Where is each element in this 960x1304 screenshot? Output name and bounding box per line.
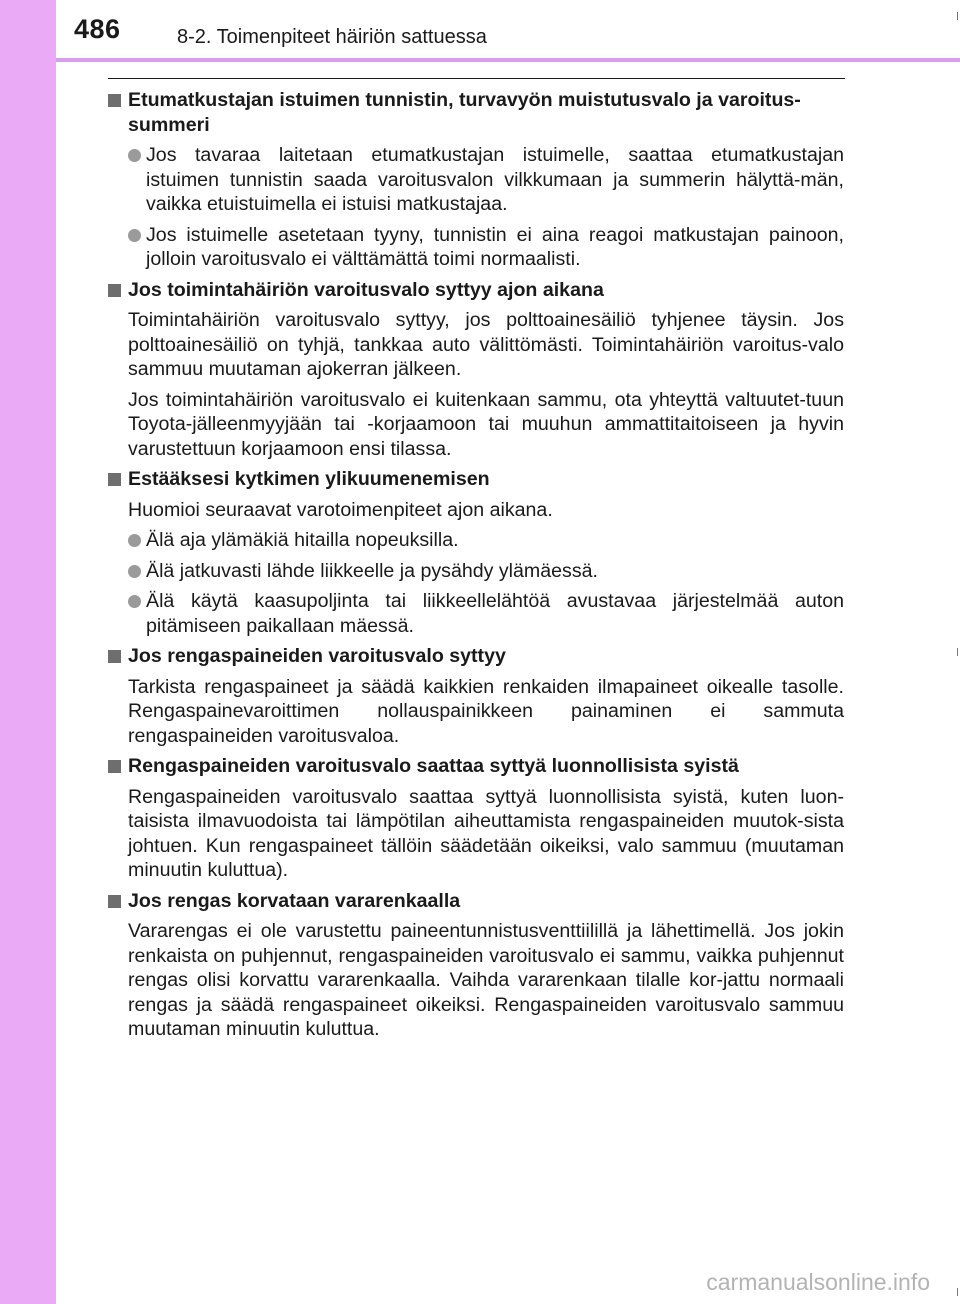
round-bullet-icon [128, 595, 141, 608]
section-heading: Jos toimintahäiriön varoitusvalo syttyy ajon aikana [107, 278, 844, 303]
crop-mark [957, 648, 958, 656]
section-heading: Estääksesi kytkimen ylikuumenemisen [107, 467, 844, 492]
paragraph: Rengaspaineiden varoitusvalo saattaa syttyä luonnollisista syistä, kuten luon-taisista ilmavuodoista tai lämpötilan aiheuttamista rengaspaineiden muutok-sista johtuen. Kun rengaspaineet tällöin säädetään oikeiksi, valo sammuu (muutaman minuutin kuluttua). [128, 785, 844, 881]
bullet-item: Älä käytä kaasupoljinta tai liikkeellelähtöä avustavaa järjestelmää auton pitämiseen paikallaan mäessä. [107, 589, 844, 638]
square-bullet-icon [108, 760, 121, 773]
header-rule [56, 58, 960, 62]
paragraph: Tarkista rengaspaineet ja säädä kaikkien renkaiden ilmapaineet oikealle tasolle. Rengaspainevaroittimen nollauspainikkeen painaminen ei sammuta rengaspaineiden varoitusvaloa. [128, 675, 844, 747]
square-bullet-icon [108, 473, 121, 486]
crop-mark [957, 12, 958, 20]
round-bullet-icon [128, 565, 141, 578]
section-heading: Jos rengas korvataan vararenkaalla [107, 889, 844, 914]
section-title: 8-2. Toimenpiteet häiriön sattuessa [177, 26, 487, 48]
bullet-item: Älä jatkuvasti lähde liikkeelle ja pysähdy ylämäessä. [107, 559, 844, 584]
section-heading: Rengaspaineiden varoitusvalo saattaa syttyä luonnollisista syistä [107, 754, 844, 779]
round-bullet-icon [128, 534, 141, 547]
paragraph: Toimintahäiriön varoitusvalo syttyy, jos polttoainesäiliö tyhjenee täysin. Jos polttoainesäiliö on tyhjä, tankkaa auto välittömästi. Toimintahäiriön varoitus-valo sammuu muutaman ajokerran jälkeen. [128, 309, 844, 380]
bullet-item: Jos tavaraa laitetaan etumatkustajan istuimelle, saattaa etumatkustajan istuimen tunnistin saada varoitusvalon vilkkumaan ja summerin hälyttä-män, vaikka etuistuimella ei istuisi matkustajaa. [107, 143, 844, 217]
page-number: 486 [74, 14, 121, 44]
round-bullet-icon [128, 149, 141, 162]
section-heading: Jos rengaspaineiden varoitusvalo syttyy [107, 644, 844, 669]
bullet-item: Jos istuimelle asetetaan tyyny, tunnistin ei aina reagoi matkustajan painoon, jolloin varoitusvalo ei välttämättä toimi normaalisti. [107, 223, 844, 272]
paragraph: Huomioi seuraavat varotoimenpiteet ajon aikana. [128, 498, 553, 521]
paragraph: Jos toimintahäiriön varoitusvalo ei kuitenkaan sammu, ota yhteyttä valtuutet-tuun Toyota-jälleenmyyjään tai -korjaamoon tai muuhun ammattitaitoiseen ja hyvin varustettuun korjaamoon ensi tilassa. [128, 388, 844, 460]
side-tab-bar [0, 0, 56, 1304]
page-content [107, 88, 844, 1048]
paragraph: Vararengas ei ole varustettu paineentunnistusventtiilillä ja lähettimellä. Jos jokin renkaista on puhjennut, rengaspaineiden varoitusvalo ei sammu, vaikka puhjennut rengas olisi korvattu vararenkaalla. Vaihda vararenkaan tilalle kor-jattu normaali rengas ja säädä rengaspaineet oikeiksi. Rengaspaineiden varoitusvalo sammuu muutaman minuutin kuluttua. [128, 920, 844, 1040]
crop-mark [957, 1288, 958, 1296]
square-bullet-icon [108, 895, 121, 908]
watermark: carmanualsonline.info [706, 1269, 930, 1295]
content-top-rule [108, 78, 845, 79]
section-heading: Etumatkustajan istuimen tunnistin, turvavyön muistutusvalo ja varoitus-summeri [107, 88, 844, 137]
bullet-item: Älä aja ylämäkiä hitailla nopeuksilla. [107, 528, 844, 553]
square-bullet-icon [108, 284, 121, 297]
round-bullet-icon [128, 229, 141, 242]
square-bullet-icon [108, 650, 121, 663]
square-bullet-icon [108, 94, 121, 107]
